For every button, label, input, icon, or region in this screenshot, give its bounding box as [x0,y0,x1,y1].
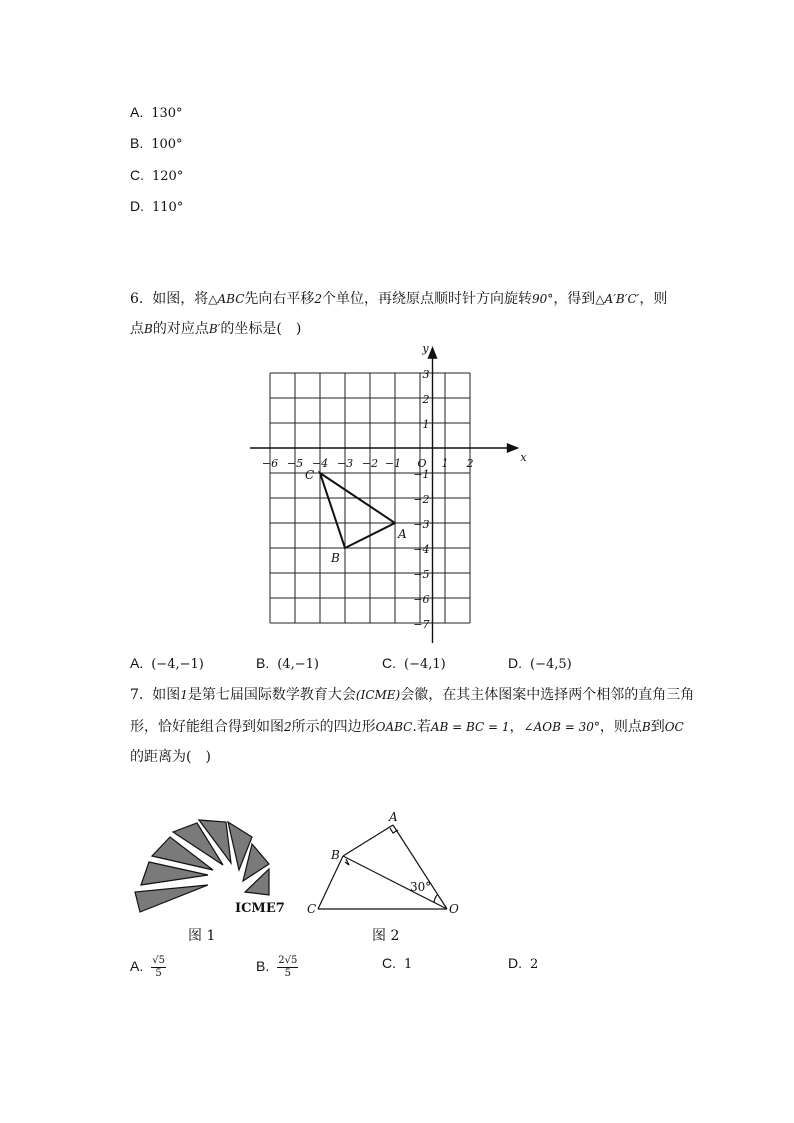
x-tick-label: 2 [466,457,474,470]
x-tick-label: −6 [261,457,279,470]
q7-stem-line1: 7. 如图1是第七届国际数学教育大会(ICME)会徽，在其主体图案中选择两个相邻的直角三角 [130,687,695,703]
q6-option-a: A. (−4,−1) [130,655,204,672]
y-tick-label: −6 [413,593,430,606]
q7-option-c: C. 1 [382,955,413,972]
label-c: C [307,902,317,916]
triangle-abc-outline [320,473,395,548]
question-number: 7. [130,687,144,703]
figure-1-caption: 图 1 [188,928,216,944]
label-a: A [389,810,398,824]
y-tick-label: −2 [413,493,430,506]
q7-option-a: A. $\frac{√5}{5}$ [130,955,165,979]
q5-option-d: D. 110° [130,198,184,215]
coordinate-grid-figure [261,342,530,645]
label-b: B [331,848,340,862]
x-tick-label: 1 [441,457,449,470]
y-tick-label: 3 [422,368,430,381]
q7-stem-line2: 形，恰好能组合得到如图2所示的四边形OABC.若AB = BC = 1，∠AOB = 30°，则点B到OC [130,719,684,735]
grid-lines [270,373,470,623]
point-label-b: B [331,551,340,565]
figure-2-caption: 图 2 [372,928,400,944]
q6-option-b: B. (4,−1) [256,655,319,672]
q6-option-c: C. (−4,1) [382,655,446,672]
q6-option-d: D. (−4,5) [508,655,572,672]
x-axis-arrow [508,444,518,452]
x-tick-label: −5 [286,457,304,470]
x-tick-label: −2 [361,457,379,470]
y-tick-label: −7 [413,618,430,631]
q7-option-b: B. $\frac{2√5}{5}$ [256,955,298,979]
y-axis-label: y [422,342,429,355]
y-axis-arrow [429,348,437,358]
q5-option-c: C. 120° [130,167,184,184]
q5-option-a: A. 130° [130,104,183,121]
y-tick-label: −4 [413,543,430,556]
label-o: O [449,902,459,916]
angle-label: 30° [410,880,432,894]
y-tick-label: −3 [413,518,430,531]
point-label-c: C [305,468,315,482]
x-tick-label: −1 [384,457,402,470]
question-number: 6. [130,291,144,307]
point-label-a: A [398,527,407,541]
q7-stem-line3: 的距离为( ) [130,749,211,765]
origin-label: O [417,457,427,470]
quadrilateral-figure [300,805,470,920]
q7-option-d: D. 2 [508,955,539,972]
q6-stem-line1: 6. 如图，将△ABC先向右平移2个单位，再绕原点顺时针方向旋转90°，得到△A′B′C′，则 [130,291,668,307]
y-tick-label: −1 [413,468,430,481]
axes [250,348,518,643]
logo-text: ICME7 [235,901,285,916]
y-tick-label: 1 [422,418,430,431]
q5-option-b: B. 100° [130,135,183,152]
icme7-logo-figure [132,815,292,920]
x-tick-label: −4 [311,457,329,470]
x-tick-label: −3 [336,457,354,470]
y-tick-label: −5 [413,568,430,581]
q6-stem-line2: 点B的对应点B′的坐标是( ) [130,321,302,337]
y-tick-label: 2 [422,393,430,406]
x-axis-label: x [520,451,527,464]
